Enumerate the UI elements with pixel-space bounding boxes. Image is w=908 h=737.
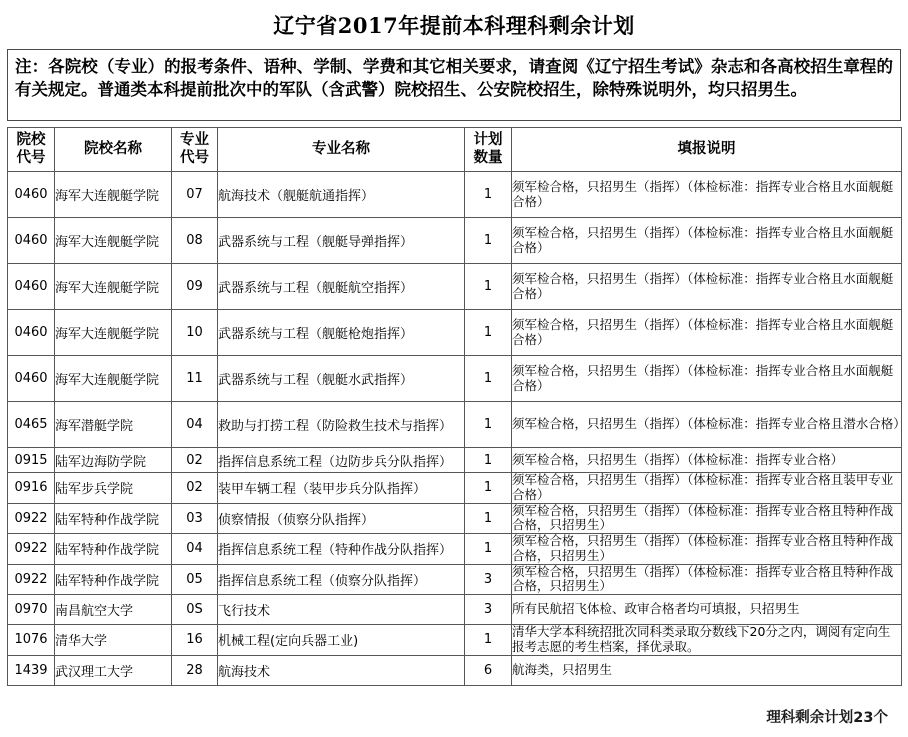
table-row [8, 655, 902, 685]
cell-quantity: 1 [465, 264, 512, 310]
table-row [8, 356, 902, 402]
cell-school-name: 海军大连舰艇学院 [55, 264, 172, 310]
cell-school-code: 1439 [8, 655, 55, 685]
table-row [8, 402, 902, 448]
cell-quantity: 1 [465, 448, 512, 473]
cell-school-name: 陆军步兵学院 [55, 473, 172, 504]
cell-school-name: 清华大学 [55, 625, 172, 656]
cell-school-code: 0922 [8, 534, 55, 565]
major-code-line2: 代号 [180, 149, 209, 166]
cell-description: 须军检合格，只招男生（指挥）（体检标准：指挥专业合格且水面舰艇合格） [512, 264, 902, 310]
cell-quantity: 1 [465, 402, 512, 448]
quantity-line2: 数量 [473, 149, 503, 166]
cell-description: 航海类，只招男生 [512, 655, 902, 685]
cell-school-code: 0922 [8, 564, 55, 595]
cell-school-code: 0460 [8, 356, 55, 402]
cell-major-code: 11 [172, 356, 218, 402]
cell-school-code: 0460 [8, 264, 55, 310]
cell-school-code: 0460 [8, 172, 55, 218]
cell-school-name: 武汉理工大学 [55, 655, 172, 685]
column-header-quantity [465, 128, 512, 172]
table-body [8, 172, 906, 686]
cell-quantity: 1 [465, 625, 512, 656]
cell-school-code: 0460 [8, 310, 55, 356]
school-code-line2: 代号 [16, 149, 46, 166]
cell-description: 须军检合格，只招男生（指挥）（体检标准：指挥专业合格且水面舰艇合格） [512, 310, 902, 356]
cell-major-name: 武器系统与工程（舰艇航空指挥） [218, 264, 465, 310]
table-row [8, 595, 902, 625]
cell-major-code: 10 [172, 310, 218, 356]
cell-school-code: 0922 [8, 503, 55, 534]
cell-major-code: 08 [172, 218, 218, 264]
footer-total: 理科剩余计划23个 [766, 709, 888, 726]
cell-description: 所有民航招飞体检、政审合格者均可填报，只招男生 [512, 595, 902, 625]
cell-major-name: 侦察情报（侦察分队指挥） [218, 503, 465, 534]
cell-major-code: 03 [172, 503, 218, 534]
cell-school-code: 0970 [8, 595, 55, 625]
column-header-major-code [172, 128, 218, 172]
cell-major-name: 机械工程(定向兵器工业) [218, 625, 465, 656]
cell-quantity: 1 [465, 534, 512, 565]
table-row [8, 503, 902, 534]
cell-quantity: 1 [465, 310, 512, 356]
cell-major-code: 0S [172, 595, 218, 625]
table-row [8, 534, 902, 565]
cell-quantity: 3 [465, 564, 512, 595]
cell-major-name: 指挥信息系统工程（边防步兵分队指挥） [218, 448, 465, 473]
cell-description: 清华大学本科统招批次同科类录取分数线下20分之内，调阅有定向生报考志愿的考生档案，择优录取。 [512, 625, 902, 656]
cell-major-name: 指挥信息系统工程（侦察分队指挥） [218, 564, 465, 595]
cell-major-name: 飞行技术 [218, 595, 465, 625]
table-row [8, 172, 902, 218]
plan-table-wrapper [7, 127, 906, 686]
cell-major-code: 05 [172, 564, 218, 595]
cell-description: 须军检合格，只招男生（指挥）（体检标准：指挥专业合格且特种作战合格，只招男生） [512, 503, 902, 534]
table-row [8, 448, 902, 473]
table-row [8, 473, 902, 504]
cell-school-name: 海军大连舰艇学院 [55, 310, 172, 356]
cell-major-code: 28 [172, 655, 218, 685]
table-row [8, 564, 902, 595]
cell-school-name: 陆军特种作战学院 [55, 503, 172, 534]
header-row [8, 128, 902, 172]
cell-school-name: 海军大连舰艇学院 [55, 356, 172, 402]
page-title: 辽宁省2017年提前本科理科剩余计划 [273, 13, 635, 38]
cell-description: 须军检合格，只招男生（指挥）（体检标准：指挥专业合格且水面舰艇合格） [512, 218, 902, 264]
table-row [8, 218, 902, 264]
note-box [7, 49, 901, 121]
column-header-major-name: 专业名称 [218, 128, 465, 172]
cell-major-code: 04 [172, 534, 218, 565]
cell-major-name: 航海技术 [218, 655, 465, 685]
table-row [8, 625, 902, 656]
cell-quantity: 1 [465, 473, 512, 504]
cell-quantity: 1 [465, 356, 512, 402]
remaining-plan-table [7, 127, 906, 686]
cell-major-name: 武器系统与工程（舰艇导弹指挥） [218, 218, 465, 264]
cell-school-code: 1076 [8, 625, 55, 656]
cell-school-code: 0460 [8, 218, 55, 264]
cell-school-code: 0916 [8, 473, 55, 504]
cell-school-name: 海军大连舰艇学院 [55, 218, 172, 264]
cell-description: 须军检合格，只招男生（指挥）（体检标准：指挥专业合格且特种作战合格，只招男生） [512, 534, 902, 565]
column-header-school-code [8, 128, 55, 172]
cell-quantity: 1 [465, 172, 512, 218]
cell-quantity: 1 [465, 218, 512, 264]
quantity-line1: 计划 [473, 132, 503, 149]
table-row [8, 264, 902, 310]
cell-major-code: 09 [172, 264, 218, 310]
cell-quantity: 6 [465, 655, 512, 685]
cell-quantity: 3 [465, 595, 512, 625]
cell-major-name: 指挥信息系统工程（特种作战分队指挥） [218, 534, 465, 565]
cell-description: 须军检合格，只招男生（指挥）（体检标准：指挥专业合格且潜水合格） [512, 402, 902, 448]
column-header-school-name: 院校名称 [55, 128, 172, 172]
cell-major-code: 04 [172, 402, 218, 448]
cell-quantity: 1 [465, 503, 512, 534]
cell-school-name: 南昌航空大学 [55, 595, 172, 625]
cell-description: 须军检合格，只招男生（指挥）（体检标准：指挥专业合格且装甲专业合格） [512, 473, 902, 504]
cell-description: 须军检合格，只招男生（指挥）（体检标准：指挥专业合格且特种作战合格，只招男生） [512, 564, 902, 595]
cell-school-name: 陆军边海防学院 [55, 448, 172, 473]
cell-major-name: 装甲车辆工程（装甲步兵分队指挥） [218, 473, 465, 504]
cell-major-name: 航海技术（舰艇航通指挥） [218, 172, 465, 218]
cell-description: 须军检合格，只招男生（指挥）（体检标准：指挥专业合格且水面舰艇合格） [512, 356, 902, 402]
cell-major-name: 武器系统与工程（舰艇枪炮指挥） [218, 310, 465, 356]
cell-major-code: 16 [172, 625, 218, 656]
cell-school-name: 陆军特种作战学院 [55, 534, 172, 565]
school-code-line1: 院校 [16, 132, 46, 149]
table-header [8, 128, 902, 172]
cell-school-code: 0915 [8, 448, 55, 473]
note-text: 注：各院校（专业）的报考条件、语种、学制、学费和其它相关要求，请查阅《辽宁招生考试》杂志和各高校招生章程的有关规定。普通类本科提前批次中的军队（含武警）院校招生、公安院校招生，除特殊说明外，均只招男生。 [15, 57, 893, 100]
cell-major-name: 救助与打捞工程（防险救生技术与指挥） [218, 402, 465, 448]
major-code-line1: 专业 [180, 132, 209, 149]
cell-description: 须军检合格，只招男生（指挥）（体检标准：指挥专业合格且水面舰艇合格） [512, 172, 902, 218]
cell-school-code: 0465 [8, 402, 55, 448]
cell-major-code: 07 [172, 172, 218, 218]
cell-description: 须军检合格，只招男生（指挥）（体检标准：指挥专业合格） [512, 448, 902, 473]
column-header-description: 填报说明 [512, 128, 902, 172]
cell-major-code: 02 [172, 473, 218, 504]
cell-school-name: 海军大连舰艇学院 [55, 172, 172, 218]
cell-school-name: 陆军特种作战学院 [55, 564, 172, 595]
cell-school-name: 海军潜艇学院 [55, 402, 172, 448]
cell-major-name: 武器系统与工程（舰艇水武指挥） [218, 356, 465, 402]
cell-major-code: 02 [172, 448, 218, 473]
table-row [8, 310, 902, 356]
